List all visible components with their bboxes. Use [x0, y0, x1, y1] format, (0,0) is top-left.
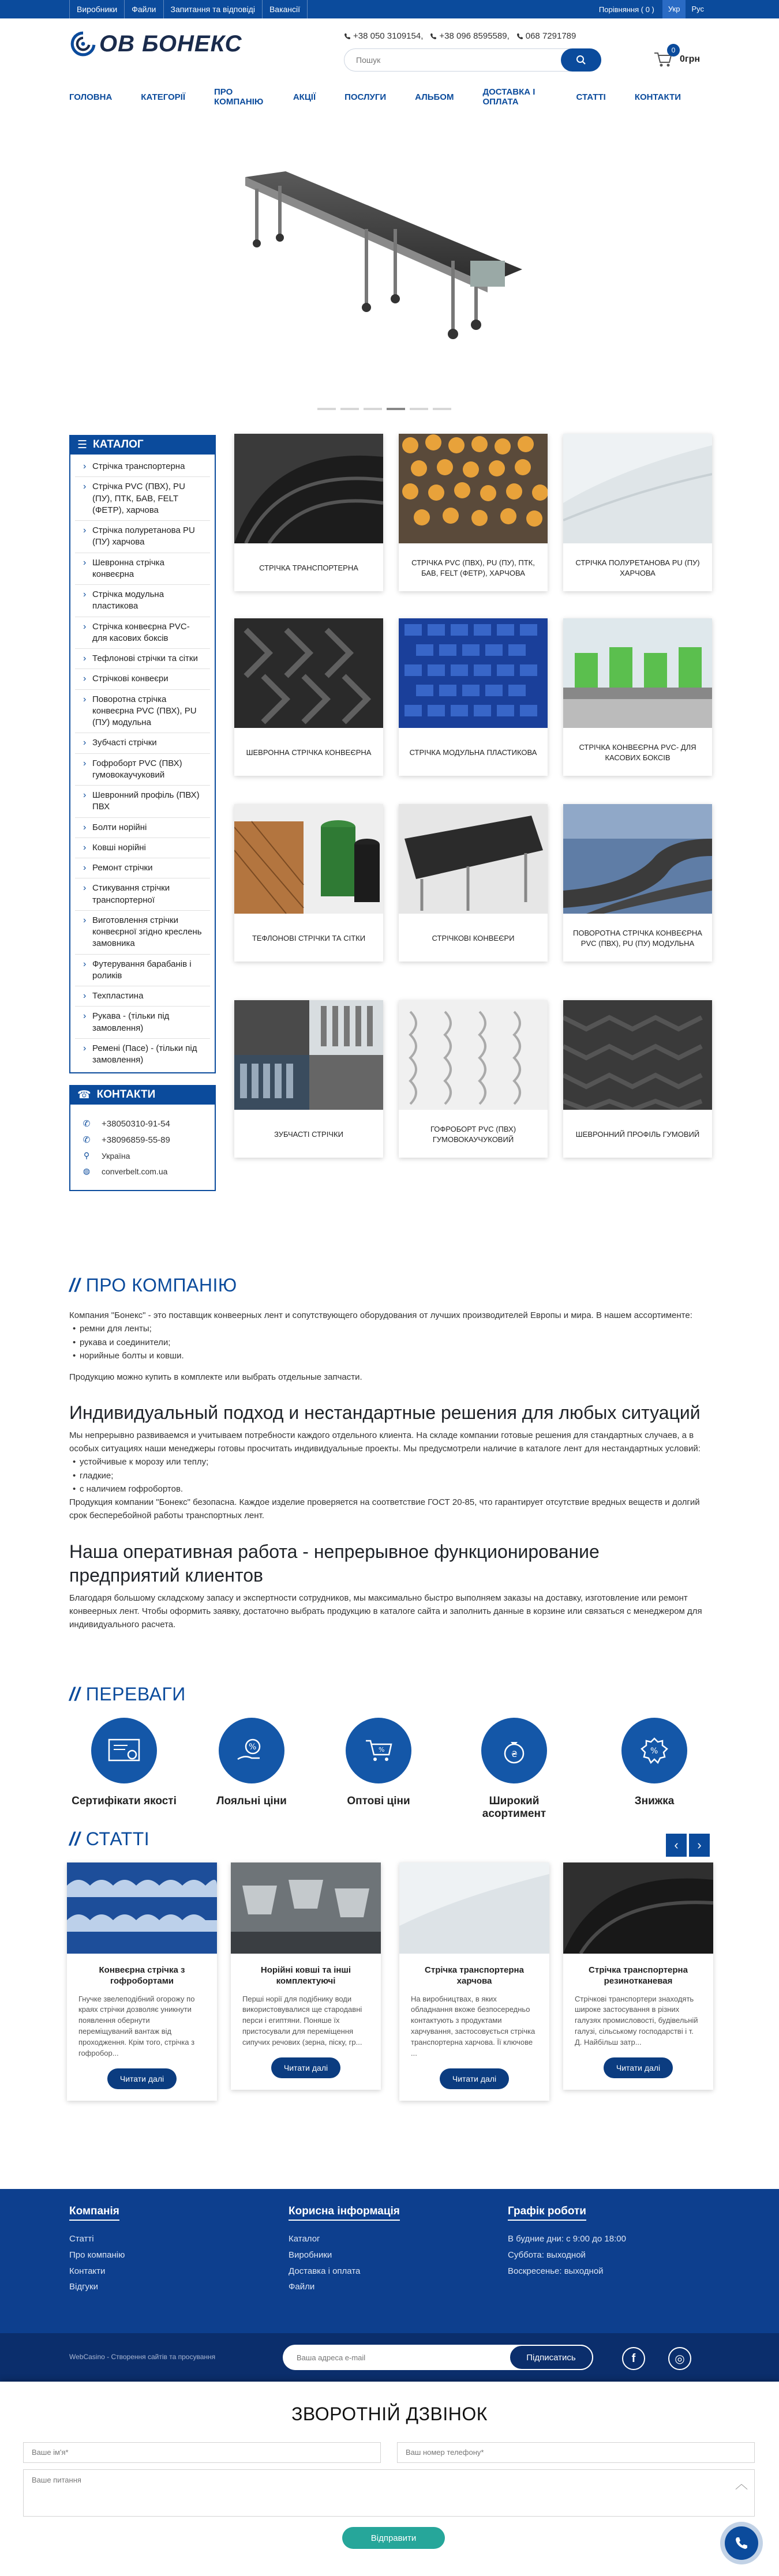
category-card[interactable]	[234, 434, 383, 591]
facebook-icon[interactable]: f	[622, 2347, 645, 2370]
category-image	[234, 618, 383, 728]
send-button[interactable]: Відправити	[342, 2527, 445, 2549]
category-caption: ШЕВРОННА СТРІЧКА КОНВЕЄРНА	[246, 748, 372, 757]
globe-icon: ◍	[83, 1166, 91, 1176]
category-caption: СТРІЧКА ПОЛУРЕТАНОВА PU (ПУ) ХАРЧОВА	[575, 558, 700, 577]
article-card[interactable]	[67, 1862, 217, 2101]
category-card[interactable]	[399, 804, 548, 962]
top-link-manufacturers[interactable]: Виробники	[69, 0, 125, 18]
catalog-item[interactable]: › Техпластина	[75, 986, 210, 1007]
catalog-item[interactable]: › Футерування барабанів і роликів	[75, 955, 210, 987]
about-p4: Продукция компании "Бонекс" безопасна. Каждое изделие проверяется на соответствие ГОСТ 20-85, что гарантирует отсутствие вредных веществ и долгий срок бесперебойной работы транспортных лент.	[69, 1497, 700, 1521]
footer-info-title: Корисна інформація	[289, 2205, 400, 2221]
article-card[interactable]	[563, 1862, 713, 2090]
catalog-sidebar	[69, 435, 216, 1191]
nav-services[interactable]: ПОСЛУГИ	[344, 92, 387, 102]
catalog-item[interactable]: › Ковші норійні	[75, 838, 210, 858]
about-h2: Индивидуальный подход и нестандартные решения для любых ситуаций	[69, 1402, 701, 1424]
category-caption: ПОВОРОТНА СТРІЧКА КОНВЕЄРНА PVC (ПВХ), PU (ПУ) МОДУЛЬНА	[573, 929, 702, 948]
phone-1[interactable]: +38 050 3109154,	[344, 31, 423, 41]
category-card[interactable]	[234, 618, 383, 776]
read-more-button[interactable]: Читати далі	[440, 2068, 509, 2089]
footer-schedule-title: Графік роботи	[508, 2205, 586, 2221]
phone-icon	[516, 33, 523, 40]
cart-count-badge: 0	[667, 44, 680, 57]
catalog-item[interactable]: › Стрічка PVC (ПВХ), PU (ПУ), ПТК, БАВ, FELT (ФЕТР), харчова	[75, 477, 210, 521]
main-content	[69, 434, 710, 1247]
catalog-item[interactable]: › Ремені (Пасе) - (тільки під замовлення)	[75, 1039, 210, 1071]
category-image	[563, 434, 712, 543]
svg-text:₴: ₴	[511, 1749, 518, 1759]
category-caption: ГОФРОБОРТ PVC (ПВХ) ГУМОВОКАУЧУКОВИЙ	[430, 1125, 516, 1144]
lang-rus[interactable]: Рус	[691, 5, 704, 13]
category-card[interactable]	[563, 804, 712, 962]
footer-link[interactable]: Відгуки	[69, 2282, 99, 2292]
category-caption: СТРІЧКА КОНВЕЄРНА PVC- ДЛЯ КАСОВИХ БОКСІВ	[579, 743, 696, 762]
subscribe-button[interactable]: Підписатись	[509, 2345, 593, 2370]
about-list-2: • устойчивые к морозу или теплу; • гладкие; • с наличием гофробортов.	[69, 1455, 710, 1496]
catalog-item[interactable]: › Стрічкові конвеєри	[75, 669, 210, 689]
category-card[interactable]	[399, 618, 548, 776]
category-card[interactable]	[563, 618, 712, 776]
call-button[interactable]	[725, 2526, 758, 2560]
phone-field[interactable]: Ваш номер телефону*	[397, 2442, 755, 2463]
advantages-title: // ПЕРЕВАГИ	[69, 1683, 186, 1704]
svg-text:%: %	[650, 1746, 658, 1756]
subscribe-form	[283, 2345, 593, 2370]
catalog-item[interactable]: › Болти норійні	[75, 818, 210, 838]
header-phones	[344, 31, 583, 41]
article-text: Стрічкові транспортери знаходять широке застосування в різних галузях промисловості, будівельній галузі, сільському господарстві і т. Д. Найбільш затр...	[575, 1994, 698, 2046]
copyright[interactable]: WebCasino - Створення сайтів та просування	[69, 2353, 216, 2361]
top-links	[69, 0, 308, 18]
read-more-button[interactable]: Читати далі	[604, 2057, 673, 2078]
svg-text:%: %	[379, 1745, 385, 1753]
category-card[interactable]	[563, 1000, 712, 1158]
phone-icon: ✆	[83, 1135, 91, 1146]
slider-dot[interactable]	[410, 408, 428, 410]
hero-slider[interactable]	[0, 111, 779, 434]
catalog-title: КАТАЛОГ	[93, 438, 144, 450]
catalog-item[interactable]: › Стрічка конвеєрна PVC- для касових боксів	[75, 617, 210, 649]
advantage-item: Сертифікати якості	[66, 1718, 182, 1808]
cart[interactable]	[653, 46, 700, 68]
catalog-item[interactable]: › Гофроборт PVC (ПВХ) гумовокаучуковий	[75, 754, 210, 786]
header	[69, 18, 710, 83]
advantages-list	[69, 1718, 710, 1833]
callback-form	[0, 2382, 779, 2576]
top-link-vacancies[interactable]: Вакансії	[263, 0, 308, 18]
scroll-up-icon[interactable]: ︿	[735, 2477, 748, 2491]
cart-percent-icon	[346, 1718, 411, 1783]
nav-contacts[interactable]: КОНТАКТИ	[634, 92, 681, 102]
about-intro: Компания "Бонекс" - это поставщик конвеерных лент и сопутствующего оборудования от лучших производителей Европы и мира. В нашем ассортименте:	[69, 1310, 692, 1320]
about-title: // ПРО КОМПАНІЮ	[69, 1275, 237, 1295]
cart-sum: 0грн	[680, 54, 700, 64]
slider-dot[interactable]	[317, 408, 336, 410]
nav-about[interactable]: ПРО КОМПАНІЮ	[214, 87, 264, 107]
category-image	[234, 434, 383, 543]
footer-link[interactable]: Каталог	[289, 2234, 320, 2244]
articles-title: // СТАТТІ	[69, 1828, 150, 1849]
advantages-section	[69, 1684, 710, 1705]
category-caption: СТРІЧКА PVC (ПВХ), PU (ПУ), ПТК, БАВ, FELT (ФЕТР), ХАРЧОВА	[411, 558, 535, 577]
catalog-list	[69, 455, 216, 1073]
article-text: Перші норії для подібнику води використовувалися ще стародавні перси і египтяни. Поняше їх пристосували для переміщення сипучих речових (зерна, піску, гр...	[242, 1994, 362, 2046]
top-bar	[0, 0, 779, 18]
slider-dot[interactable]	[340, 408, 359, 410]
phone-icon: ✆	[83, 1119, 91, 1129]
phone-icon	[430, 33, 437, 40]
catalog-item[interactable]: › Стрічка модульна пластикова	[75, 585, 210, 617]
article-title: Стрічка транспортерна резинотканевая	[589, 1965, 688, 1987]
message-field[interactable]: Ваше питання	[23, 2469, 755, 2517]
money-bag-icon	[481, 1718, 547, 1783]
about-p5: Благодаря большому складскому запасу и экспертности сотрудников, мы максимально быстро выполняем заказы на доставку, изготовление или ремонт конвеерных лент. Чтобы оформить заявку, достаточно выбрать продукцию в каталоге сайта и заполнить данные в корзине или связаться с менеджером для индивидуального расчета.	[69, 1593, 702, 1630]
article-image	[563, 1862, 713, 1954]
about-p3: Мы непрерывно развиваемся и учитываем потребности каждого отдельного клиента. На складе компании готовые решения для стандартных случаев, а в особых ситуациях наши менеджеры готовы просчитать индивидуальные проекты. Мы предусмотрели наличие в каталоге лент для нестандартных условий:	[69, 1430, 701, 1454]
category-image	[234, 1000, 383, 1110]
article-card[interactable]	[231, 1862, 381, 2090]
footer-company-title: Компанія	[69, 2205, 119, 2221]
phone-icon	[735, 2536, 748, 2550]
footer-info	[289, 2205, 400, 2295]
logo[interactable]	[69, 30, 242, 58]
logo-mark-icon	[69, 30, 97, 58]
logo-text: ОВ БОНЕКС	[99, 31, 242, 57]
conveyor-image	[222, 154, 545, 344]
category-card[interactable]	[234, 1000, 383, 1158]
category-image	[563, 1000, 712, 1110]
category-caption: СТРІЧКА МОДУЛЬНА ПЛАСТИКОВА	[409, 748, 537, 757]
article-card[interactable]	[399, 1862, 549, 2101]
contacts-icon: ☎	[77, 1088, 91, 1101]
footer-bottom	[0, 2333, 779, 2382]
about-h3: Наша оперативная работа - непрерывное функционирование предприятий клиентов	[69, 1541, 600, 1586]
discount-tag-icon	[621, 1718, 687, 1783]
footer-link[interactable]: Статті	[69, 2234, 94, 2244]
footer	[0, 2189, 779, 2333]
about-list-1: • ремни для ленты; • рукава и соединители; • норийные болты и ковши.	[69, 1322, 710, 1362]
contacts-title: КОНТАКТИ	[96, 1088, 156, 1101]
catalog-item[interactable]: › Ремонт стрічки	[75, 858, 210, 878]
advantage-item: % Оптові ціни	[321, 1718, 436, 1808]
top-link-files[interactable]: Файли	[125, 0, 163, 18]
lang-ukr[interactable]: Укр	[662, 0, 686, 18]
catalog-item[interactable]: › Зубчасті стрічки	[75, 733, 210, 753]
about-p2: Продукцию можно купить в комплекте или выбрать отдельные запчасти.	[69, 1372, 362, 1382]
search-icon	[576, 55, 586, 65]
catalog-item[interactable]: › Виготовлення стрічки конвеєрної згідно креслень замовника	[75, 911, 210, 955]
category-card[interactable]	[399, 434, 548, 591]
category-image	[399, 804, 548, 914]
category-caption: ШЕВРОННИЙ ПРОФІЛЬ ГУМОВИЙ	[575, 1130, 700, 1139]
nav-home[interactable]: ГОЛОВНА	[69, 92, 113, 102]
search-button[interactable]	[561, 48, 601, 72]
category-image	[399, 1000, 548, 1110]
nav-album[interactable]: АЛЬБОМ	[415, 92, 454, 102]
slider-dot[interactable]	[433, 408, 451, 410]
catalog-item[interactable]: › Шевронна стрічка конвеєрна	[75, 553, 210, 585]
advantage-item: % Знижка	[597, 1718, 712, 1808]
nav-promotions[interactable]: АКЦІЇ	[293, 92, 316, 102]
article-image	[67, 1862, 217, 1954]
nav-delivery[interactable]: ДОСТАВКА І ОПЛАТА	[482, 87, 535, 107]
contact-site[interactable]: ◍ converbelt.com.ua	[80, 1166, 205, 1176]
instagram-icon[interactable]: ◎	[668, 2347, 691, 2370]
compare-link[interactable]: Порівняння ( 0 )	[598, 5, 654, 14]
category-image	[563, 618, 712, 728]
slider-dot[interactable]	[364, 408, 382, 410]
search-box	[344, 48, 601, 72]
category-image	[234, 804, 383, 914]
certificate-icon	[91, 1718, 157, 1783]
about-section	[69, 1275, 710, 1632]
read-more-button[interactable]: Читати далі	[271, 2057, 340, 2078]
nav-categories[interactable]: КАТЕГОРІЇ	[141, 92, 185, 102]
carousel-arrows	[664, 1834, 710, 1857]
advantage-item: ₴ Широкий асортимент	[456, 1718, 572, 1820]
category-caption: ЗУБЧАСТІ СТРІЧКИ	[274, 1130, 343, 1139]
footer-link[interactable]: Файли	[289, 2282, 315, 2292]
contact-phone-2[interactable]: ✆ +38096859-55-89	[80, 1135, 205, 1145]
category-image	[399, 618, 548, 728]
footer-link[interactable]: Контакти	[69, 2266, 106, 2276]
phone-icon	[344, 33, 351, 40]
footer-link[interactable]: Виробники	[289, 2250, 332, 2260]
catalog-item[interactable]: › Тефлонові стрічки та сітки	[75, 649, 210, 669]
catalog-header	[69, 435, 216, 455]
contacts-header	[69, 1085, 216, 1105]
category-card[interactable]	[399, 1000, 548, 1158]
category-image	[399, 434, 548, 543]
catalog-item[interactable]: › Шевронний профіль (ПВХ) ПВХ	[75, 786, 210, 818]
read-more-button[interactable]: Читати далі	[107, 2068, 177, 2089]
category-caption: СТРІЧКА ТРАНСПОРТЕРНА	[259, 564, 358, 573]
svg-text:%: %	[249, 1742, 257, 1752]
name-field[interactable]: Ваше ім'я*	[23, 2442, 381, 2463]
slider-dot[interactable]	[387, 408, 405, 410]
article-image	[231, 1862, 381, 1954]
footer-link[interactable]: Доставка і оплата	[289, 2266, 361, 2276]
hand-percent-icon	[219, 1718, 284, 1783]
article-image	[399, 1862, 549, 1954]
catalog-item[interactable]: › Стикування стрічки транспортерної	[75, 878, 210, 911]
contact-country: ⚲ Україна	[80, 1151, 205, 1161]
article-title: Стрічка транспортерна харчова	[425, 1965, 524, 1987]
article-text: На виробництвах, в яких обладнання вкоже безпосередньо контактують з продуктами харчування, застосовується стрічка транспортерна харчова. Її ключове ...	[411, 1994, 535, 2057]
footer-link[interactable]: Про компанію	[69, 2250, 125, 2260]
footer-company	[69, 2205, 125, 2295]
top-link-faq[interactable]: Запитання та відповіді	[164, 0, 263, 18]
catalog-item[interactable]: › Стрічка полуретанова PU (ПУ) харчова	[75, 521, 210, 553]
article-text: Гнучке звелеподібний огорожу по краях стрічки дозволяє уникнути появлення обернути переміщуваний вантаж від проходження. Крім того, стрічка з гофробор...	[78, 1994, 195, 2057]
slider-dots	[317, 408, 456, 410]
advantage-item: % Лояльні ціни	[194, 1718, 309, 1808]
carousel-next-button[interactable]: ›	[689, 1834, 710, 1857]
catalog-item[interactable]: › Поворотна стрічка конвеєрна PVC (ПВХ), PU (ПУ) модульна	[75, 690, 210, 734]
phone-3[interactable]: 068 7291789	[516, 31, 576, 41]
phone-2[interactable]: +38 096 8595589,	[430, 31, 509, 41]
category-card[interactable]	[234, 804, 383, 962]
article-title: Конвеєрна стрічка з гофробортами	[99, 1965, 185, 1987]
category-image	[563, 804, 712, 914]
location-icon: ⚲	[83, 1151, 90, 1161]
main-nav	[69, 83, 710, 111]
catalog-item[interactable]: › Стрічка транспортерна	[75, 457, 210, 477]
category-caption: СТРІЧКОВІ КОНВЕЄРИ	[432, 934, 515, 943]
carousel-prev-button[interactable]: ‹	[666, 1834, 687, 1857]
callback-title: ЗВОРОТНІЙ ДЗВІНОК	[291, 2404, 488, 2424]
article-title: Норійні ковші та інші комплектуючі	[260, 1965, 351, 1987]
catalog-item[interactable]: › Рукава - (тільки під замовлення)	[75, 1007, 210, 1039]
contacts-widget	[69, 1085, 216, 1191]
menu-icon: ☰	[77, 438, 88, 451]
category-card[interactable]	[563, 434, 712, 591]
category-caption: ТЕФЛОНОВІ СТРІЧКИ ТА СІТКИ	[252, 934, 366, 943]
nav-articles[interactable]: СТАТТІ	[576, 92, 606, 102]
contact-phone-1[interactable]: ✆ +38050310-91-54	[80, 1118, 205, 1129]
footer-schedule: Графік роботи В будние дни: с 9:00 до 18:00 Суббота: выходной Воскресенье: выходной	[508, 2205, 626, 2276]
